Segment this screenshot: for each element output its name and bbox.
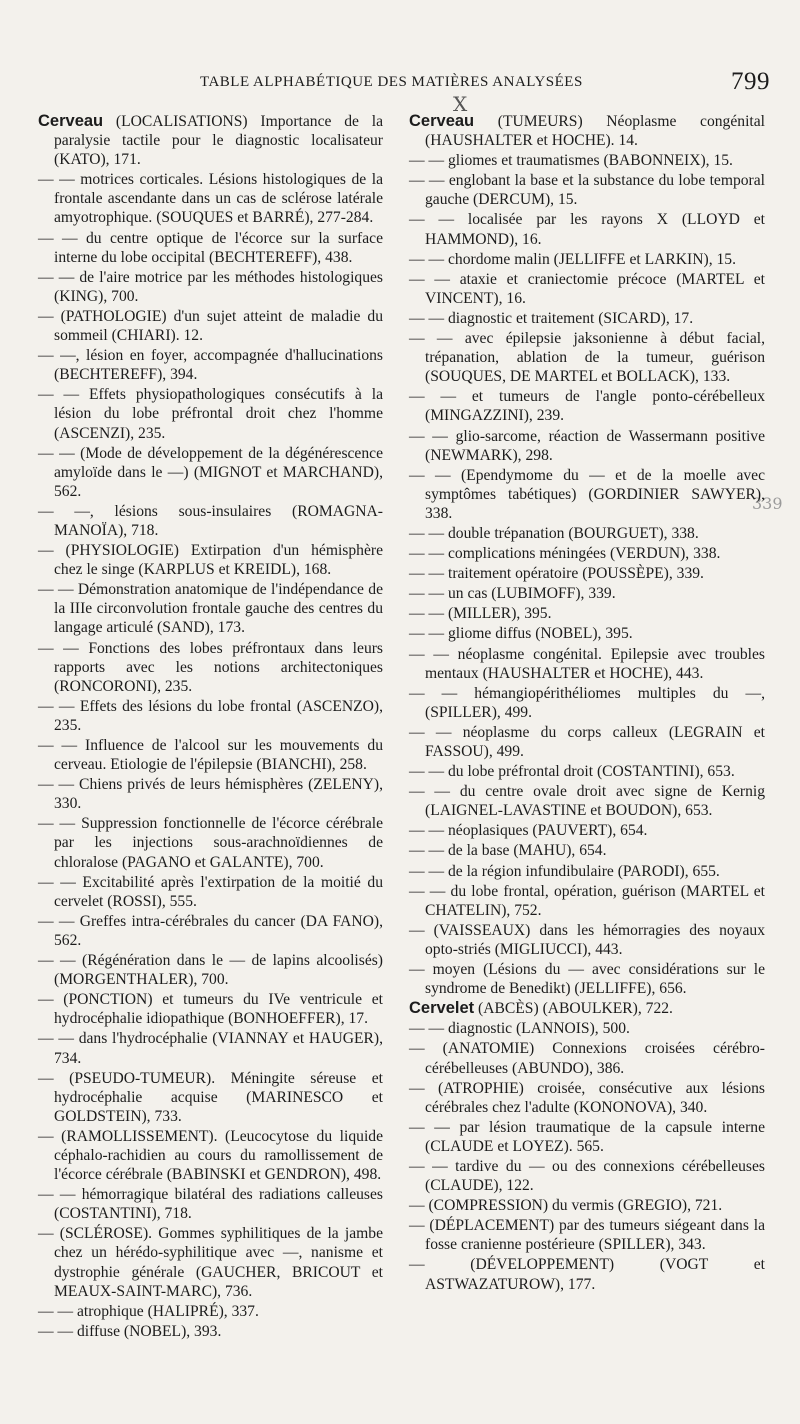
entry-text: — — du lobe préfrontal droit (COSTANTINI), 653.: [409, 763, 735, 781]
index-entry: [409, 1157, 765, 1195]
index-entry: [38, 951, 383, 989]
index-entry: [38, 1185, 383, 1223]
entry-text: — — double trépanation (BOURGUET), 338.: [409, 524, 699, 542]
index-entry: [38, 268, 383, 306]
page-number: 799: [731, 68, 770, 95]
entry-text: — — gliome diffus (NOBEL), 395.: [409, 625, 633, 643]
entry-text: (TUMEURS) Néoplasme congénital (HAUSHALTER et HOCHE). 14.: [425, 113, 765, 150]
entry-text: — — Chiens privés de leurs hémisphères (ZELENY), 330.: [38, 776, 383, 813]
entry-text: — — (Mode de développement de la dégénérescence amyloïde dans le —) (MIGNOT et MARCHAND), 562.: [38, 444, 383, 500]
index-entry: [409, 1196, 765, 1215]
entry-text: — — néoplasiques (PAUVERT), 654.: [409, 822, 648, 840]
stray-number: 339: [752, 494, 783, 513]
index-entry: [409, 524, 765, 543]
index-entry: [409, 210, 765, 248]
index-entry: [409, 645, 765, 683]
index-entry: [409, 684, 765, 722]
entry-text: (LOCALISATIONS) Importance de la paralysie tactile pour le diagnostic localisateur (KATO), 171.: [54, 113, 383, 169]
index-entry: [409, 624, 765, 643]
index-entry: [409, 960, 765, 998]
entry-text: — (COMPRESSION) du vermis (GREGIO), 721.: [409, 1197, 723, 1215]
running-title: TABLE ALPHABÉTIQUE DES MATIÈRES ANALYSÉES: [200, 74, 583, 90]
index-entry: [409, 862, 765, 881]
index-entry: [409, 1118, 765, 1156]
entry-text: — — complications méningées (VERDUN), 338.: [409, 545, 721, 563]
index-entry: [409, 882, 765, 920]
index-entry: [38, 697, 383, 735]
entry-text: — — tardive du — ou des connexions cérébelleuses (CLAUDE), 122.: [409, 1157, 765, 1195]
entry-text: — — diagnostic (LANNOIS), 500.: [409, 1020, 630, 1038]
index-entry: [409, 151, 765, 170]
entry-text: — — diagnostic et traitement (SICARD), 17.: [409, 309, 694, 327]
index-entry: [38, 1322, 383, 1341]
index-entry: [409, 564, 765, 583]
entry-text: — —, lésion en foyer, accompagnée d'hallucinations (BECHTEREFF), 394.: [38, 347, 383, 384]
entry-text: — — hémorragique bilatéral des radiations calleuses (COSTANTINI), 718.: [38, 1186, 383, 1223]
entry-text: — — motrices corticales. Lésions histologiques de la frontale ascendante dans un cas de sclérose latérale amyotrophique. (SOUQUES et BARRÉ), 277-284.: [38, 171, 383, 227]
margin-mark: X: [453, 92, 468, 116]
index-entry: [409, 1039, 765, 1077]
entry-heading: Cerveau: [38, 112, 104, 130]
index-entry: [409, 466, 765, 523]
index-entry: [409, 999, 765, 1018]
entry-text: — — de l'aire motrice par les méthodes histologiques (KING), 700.: [38, 268, 383, 305]
entry-text: — — Effets des lésions du lobe frontal (ASCENZO), 235.: [38, 697, 383, 734]
index-entry: [38, 170, 383, 227]
index-entry: [409, 584, 765, 603]
index-entry: [38, 814, 383, 871]
index-entry: [409, 387, 765, 425]
entry-text: — — Greffes intra-cérébrales du cancer (DA FANO), 562.: [38, 912, 383, 949]
index-entry: [38, 112, 383, 169]
index-entry: [38, 1029, 383, 1067]
index-entry: [38, 502, 383, 540]
index-entry: [409, 1255, 765, 1293]
index-entry: [409, 841, 765, 860]
index-entry: [38, 541, 383, 579]
index-entry: [38, 385, 383, 442]
entry-text: — — englobant la base et la substance du lobe temporal gauche (DERCUM), 15.: [409, 172, 765, 209]
index-entry: [38, 736, 383, 774]
entry-text: (ABCÈS) (ABOULKER), 722.: [474, 1000, 673, 1018]
entry-text: — moyen (Lésions du — avec considérations sur le syndrome de Benedikt) (JELLIFFE), 656.: [409, 961, 765, 998]
index-entry: [38, 990, 383, 1028]
index-entry: [409, 427, 765, 465]
index-entry: [38, 346, 383, 384]
index-entry: [38, 639, 383, 696]
entry-text: — — (Ependymome du — et de la moelle avec symptômes tabétiques) (GORDINIER SAWYER), 338.: [409, 466, 765, 522]
entry-text: — (ANATOMIE) Connexions croisées cérébro-cérébelleuses (ABUNDO), 386.: [409, 1040, 765, 1077]
entry-text: — — ataxie et craniectomie précoce (MARTEL et VINCENT), 16.: [409, 270, 765, 307]
entry-text: — — (MILLER), 395.: [409, 605, 552, 623]
entry-text: — — néoplasme du corps calleux (LEGRAIN et FASSOU), 499.: [409, 723, 765, 760]
entry-text: — (PONCTION) et tumeurs du IVe ventricule et hydrocéphalie idiopathique (BONHOEFFER), 17.: [38, 991, 383, 1028]
entry-text: — (RAMOLLISSEMENT). (Leucocytose du liquide céphalo-rachidien au cours du ramollissement de l'écorce cérébrale (BABINSKI et GENDRON), 498.: [38, 1127, 383, 1184]
entry-text: — — hémangiopérithéliomes multiples du —, (SPILLER), 499.: [409, 684, 765, 721]
entry-text: — (PSEUDO-TUMEUR). Méningite séreuse et hydrocéphalie acquise (MARINESCO et GOLDSTEIN), 733.: [38, 1069, 383, 1125]
index-entry: [409, 309, 765, 328]
index-entry: [409, 723, 765, 761]
index-entry: [409, 112, 765, 150]
index-entry: [409, 604, 765, 623]
index-entry: [38, 229, 383, 267]
entry-text: — — localisée par les rayons X (LLOYD et HAMMOND), 16.: [409, 211, 765, 248]
index-entry: [409, 1216, 765, 1254]
index-entry: [38, 1302, 383, 1321]
index-entry: [38, 1069, 383, 1126]
entry-text: — — par lésion traumatique de la capsule interne (CLAUDE et LOYEZ). 565.: [409, 1118, 765, 1155]
entry-text: — — Démonstration anatomique de l'indépendance de la IIIe circonvolution frontale gauche des centres du langage articulé (SAND), 173.: [38, 581, 383, 637]
entry-text: — — avec épilepsie jaksonienne à début facial, trépanation, ablation de la tumeur, guérison (SOUQUES, DE MARTEL et BOLLACK), 133.: [409, 330, 765, 386]
entry-text: — — gliomes et traumatismes (BABONNEIX), 15.: [409, 152, 733, 170]
entry-text: — — dans l'hydrocéphalie (VIANNAY et HAUGER), 734.: [38, 1030, 383, 1067]
entry-text: — — Excitabilité après l'extirpation de la moitié du cervelet (ROSSI), 555.: [38, 873, 383, 910]
entry-text: — — Fonctions des lobes préfrontaux dans leurs rapports avec les notions architectoniques (RONCORONI), 235.: [38, 639, 383, 695]
index-entry: [409, 921, 765, 959]
entry-text: — (PATHOLOGIE) d'un sujet atteint de maladie du sommeil (CHIARI). 12.: [38, 307, 383, 345]
index-entry: [38, 873, 383, 911]
entry-text: — — de la base (MAHU), 654.: [409, 842, 607, 860]
index-entry: [38, 444, 383, 501]
entry-text: — — atrophique (HALIPRÉ), 337.: [38, 1302, 259, 1320]
left-column: [38, 112, 383, 1342]
entry-text: — (PHYSIOLOGIE) Extirpation d'un hémisphère chez le singe (KARPLUS et KREIDL), 168.: [38, 542, 383, 579]
index-entry: [409, 1019, 765, 1038]
index-entry: [38, 912, 383, 950]
index-entry: [409, 270, 765, 308]
index-entry: [38, 580, 383, 637]
entry-text: — — et tumeurs de l'angle ponto-cérébelleux (MINGAZZINI), 239.: [409, 388, 765, 425]
index-entry: [409, 782, 765, 820]
entry-text: — — (Régénération dans le — de lapins alcoolisés) (MORGENTHALER), 700.: [38, 952, 383, 989]
index-entry: [38, 1224, 383, 1300]
entry-text: — — diffuse (NOBEL), 393.: [38, 1322, 222, 1340]
entry-text: — (DÉPLACEMENT) par des tumeurs siégeant dans la fosse cranienne postérieure (SPILLER), 343.: [409, 1217, 765, 1254]
entry-text: — (ATROPHIE) croisée, consécutive aux lésions cérébrales chez l'adulte (KONONOVA), 340.: [409, 1079, 765, 1116]
index-entry: [409, 1079, 765, 1117]
entry-text: — — glio-sarcome, réaction de Wassermann positive (NEWMARK), 298.: [409, 427, 765, 464]
right-column: [409, 112, 765, 1295]
entry-text: — — chordome malin (JELLIFFE et LARKIN), 15.: [409, 250, 736, 268]
index-entry: [38, 775, 383, 813]
entry-text: — — de la région infundibulaire (PARODI), 655.: [409, 862, 720, 880]
entry-text: — (SCLÉROSE). Gommes syphilitiques de la jambe chez un hérédo-syphilitique avec —, nanisme et dystrophie générale (GAUCHER, BRICOUT et MEAUX-SAINT-MARC), 736.: [38, 1225, 383, 1300]
index-entry: [409, 544, 765, 563]
entry-text: — —, lésions sous-insulaires (ROMAGNA-MANOÏA), 718.: [38, 502, 383, 539]
entry-heading: Cervelet: [409, 999, 475, 1018]
entry-heading: Cerveau: [409, 112, 475, 130]
entry-text: — (DÉVELOPPEMENT) (VOGT et ASTWAZATUROW), 177.: [409, 1256, 765, 1293]
entry-text: — — un cas (LUBIMOFF), 339.: [409, 585, 616, 603]
entry-text: — — Influence de l'alcool sur les mouvements du cerveau. Etiologie de l'épilepsie (BIANCHI), 258.: [38, 737, 383, 774]
entry-text: — — Suppression fonctionnelle de l'écorce cérébrale par les injections sous-arachnoïdiennes de chloralose (PAGANO et GALANTE), 700.: [38, 815, 383, 871]
index-entry: [409, 329, 765, 386]
entry-text: — (VAISSEAUX) dans les hémorragies des noyaux opto-striés (MIGLIUCCI), 443.: [409, 921, 765, 958]
entry-text: — — du lobe frontal, opération, guérison (MARTEL et CHATELIN), 752.: [409, 882, 765, 919]
index-entry: [409, 821, 765, 840]
index-entry: [38, 1127, 383, 1184]
index-entry: [409, 250, 765, 269]
entry-text: — — Effets physiopathologiques consécutifs à la lésion du lobe préfrontal droit chez l'homme (ASCENZI), 235.: [38, 386, 383, 442]
entry-text: — — néoplasme congénital. Epilepsie avec troubles mentaux (HAUSHALTER et HOCHE), 443.: [409, 645, 765, 682]
index-entry: [409, 762, 765, 781]
entry-text: — — traitement opératoire (POUSSÈPE), 339.: [409, 565, 704, 583]
entry-text: — — du centre optique de l'écorce sur la surface interne du lobe occipital (BECHTEREFF), 438.: [38, 229, 383, 266]
entry-text: — — du centre ovale droit avec signe de Kernig (LAIGNEL-LAVASTINE et BOUDON), 653.: [409, 783, 765, 820]
index-entry: [38, 307, 383, 345]
index-entry: [409, 171, 765, 209]
